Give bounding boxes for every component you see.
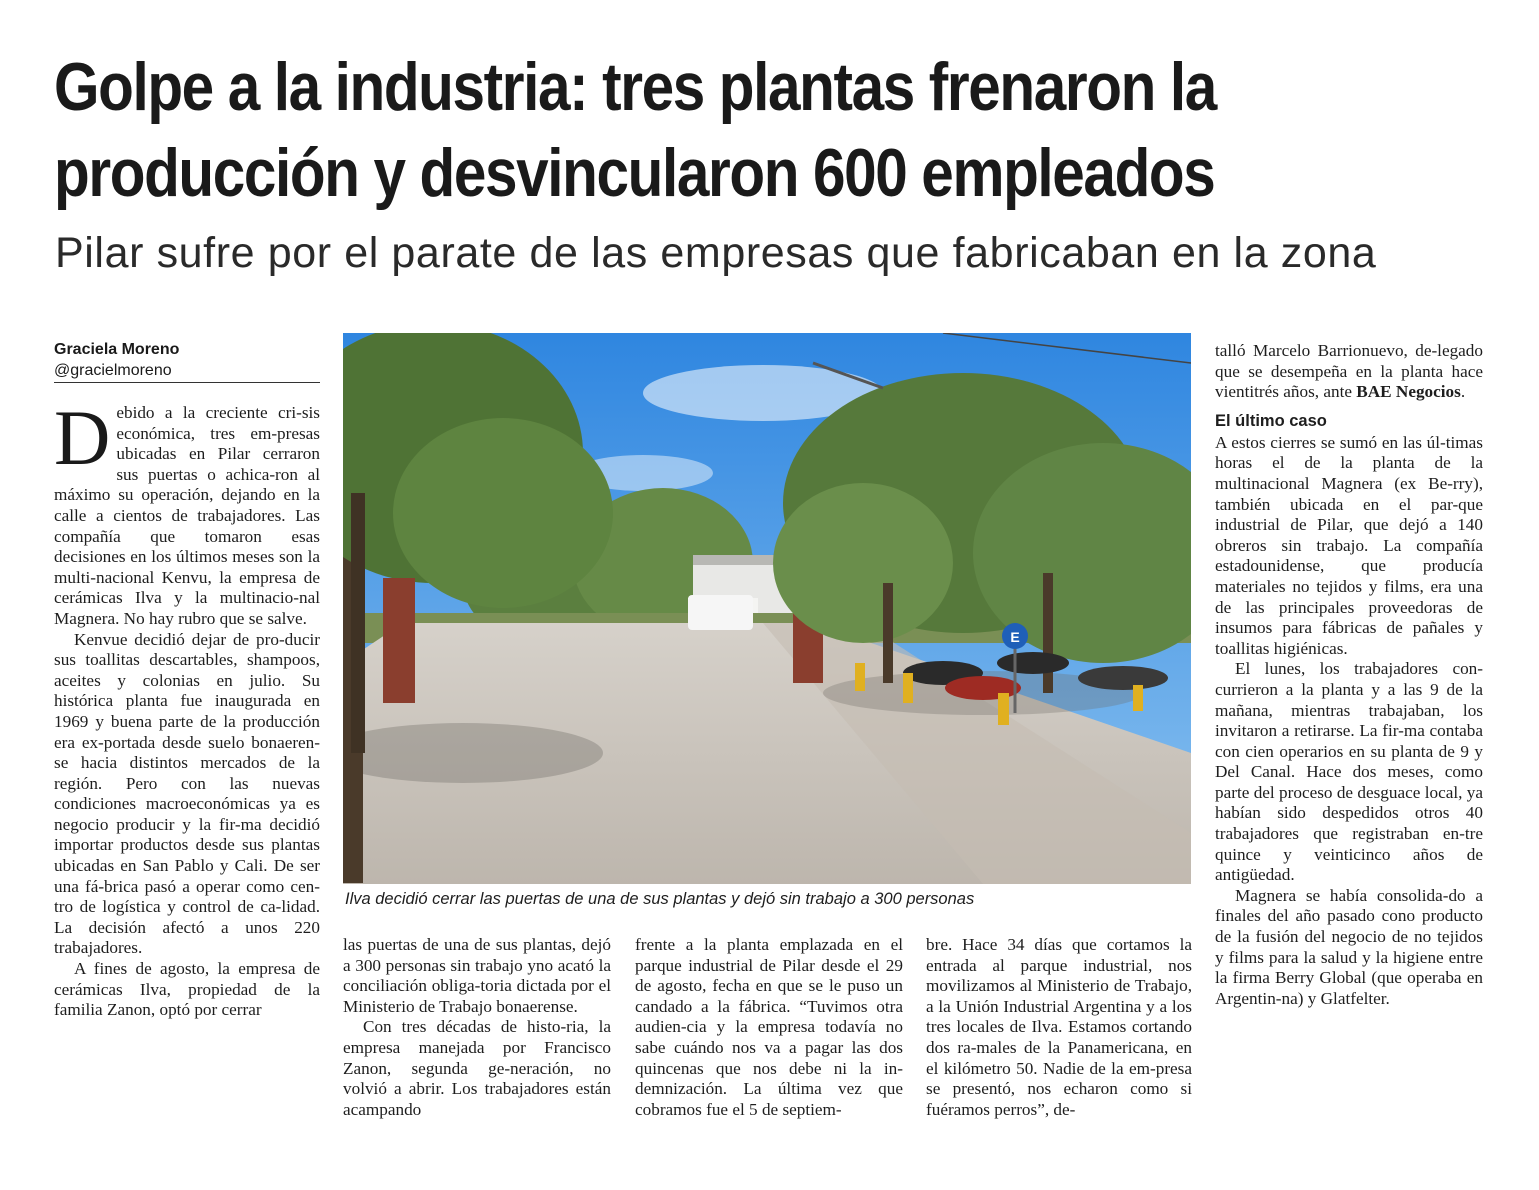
headline [54,44,1292,216]
paragraph: El lunes, los trabajadores con-currieron a la planta y a las 9 de la mañana, mientras trabajaban, los invitaron a retirarse. La fir-ma contaba con cien operarios en su planta de 9 y Del Canal. Hace dos meses, como parte del proceso de desguace local, ya habían sido despedidos otros 40 trabajadores que registraban en-tre quince y veinticinco años de antigüedad. [1215,659,1483,885]
photo-caption: Ilva decidió cerrar las puertas de una de sus plantas y dejó sin trabajo a 300 personas [345,890,975,908]
article-column-5 [1215,341,1483,1009]
source-name: BAE Negocios [1356,382,1461,402]
paragraph [54,394,320,630]
paragraph [1215,341,1483,403]
paragraph: A estos cierres se sumó en las úl-timas horas el de la planta de la multinacional Magnera (ex Be-rry), también ubicada en el par-que industrial de Pilar, que dejó a 140 obreros sin trabajo. La compañía estadounidense, que producía materiales no tejidos y films, era una de las principales proveedoras de insumos para fábricas de pañales y toallitas higiénicas. [1215,432,1483,658]
factory-entrance-photo [343,333,1191,884]
section-subtitle: El último caso [1215,411,1327,430]
article-column-1 [54,394,320,1021]
paragraph: A fines de agosto, la empresa de cerámicas Ilva, propiedad de la familia Zanon, optó por cerrar [54,959,320,1020]
article-column-3 [635,935,903,1120]
byline-divider [54,382,320,383]
paragraph: las puertas de una de sus plantas, dejó a 300 personas sin trabajo yno acató la conciliación obliga-toria dictada por el Ministerio de Trabajo bonaerense. [343,935,611,1016]
paragraph: Kenvue decidió dejar de pro-ducir sus toallitas descartables, shampoos, aceites y colonias en julio. Su histórica planta fue inaugurada en 1969 y buena parte de la producción era ex-portada desde suelo bonaeren-se hacia distintos mercados de la región. Pero con las nuevas condiciones macroeconómicas ya es negocio producir y la fir-ma decidió importar productos desde sus plantas ubicadas en San Pablo y Cali. De ser una fá-brica pasó a operar como cen-tro de logística y control de ca-lidad. La decisión afectó a unos 220 trabajadores. [54,629,320,958]
paragraph: bre. Hace 34 días que cortamos la entrada al parque industrial, nos movilizamos al Ministerio de Trabajo, a la Unión Industrial Argentina y a los tres locales de Ilva. Estamos cortando dos ra-males de la Panamericana, en el kilómetro 50. Nadie de la em-presa se presentó, nos echaron como si fuéramos perros”, de- [926,935,1192,1119]
author-handle: @gracielmoreno [54,362,172,379]
paragraph: Magnera se había consolida-do a finales del año pasado cono producto de la fusión del negocio de no tejidos y films para la salud y la higiene entre la firma Berry Global (que operaba en Argentin-na) y Glatfelter. [1215,885,1483,1008]
paragraph: frente a la planta emplazada en el parque industrial de Pilar desde el 29 de agosto, fecha en que se le puso un candado a la fábrica. “Tuvimos otra audien-cia y la empresa todavía no sabe cuándo nos va a pagar las dos quincenas que nos debe ni la in-demnización. La última vez que cobramos fue el 5 de septiem- [635,935,903,1119]
headline-line-1: Golpe a la industria: tres plantas frenaron la [54,49,1216,125]
article-column-2 [343,935,611,1120]
headline-line-2: producción y desvincularon 600 empleados [54,135,1215,211]
paragraph-text: ebido a la creciente cri-sis económica, tres em-presas ubicadas en Pilar cerraron sus puertas o achica-ron al máximo su operación, dejando en la calle a cientos de trabajadores. Las compañía que tomaron esas decisiones en los últimos meses son la multi-nacional Kenvu, la empresa de cerámicas Ilva y la multinacio-nal Magnera. No hay rubro que se salve. [54,403,320,628]
photo-illustration [343,333,1191,884]
punctuation: . [1460,382,1466,402]
paragraph-text: talló Marcelo Barrionuevo, de-legado que se desempeña en la planta hace vientitrés años, ante [1215,341,1483,402]
drop-cap: D [54,394,111,481]
parking-sign-letter: E [1010,629,1020,645]
paragraph: Con tres décadas de histo-ria, la empresa manejada por Francisco Zanon, segunda ge-neración, no volvió a abrir. Los trabajadores están acampando [343,1017,611,1119]
subheadline: Pilar sufre por el parate de las empresas que fabricaban en la zona [55,229,1377,277]
author-name: Graciela Moreno [54,341,180,358]
article-column-4 [926,935,1192,1120]
